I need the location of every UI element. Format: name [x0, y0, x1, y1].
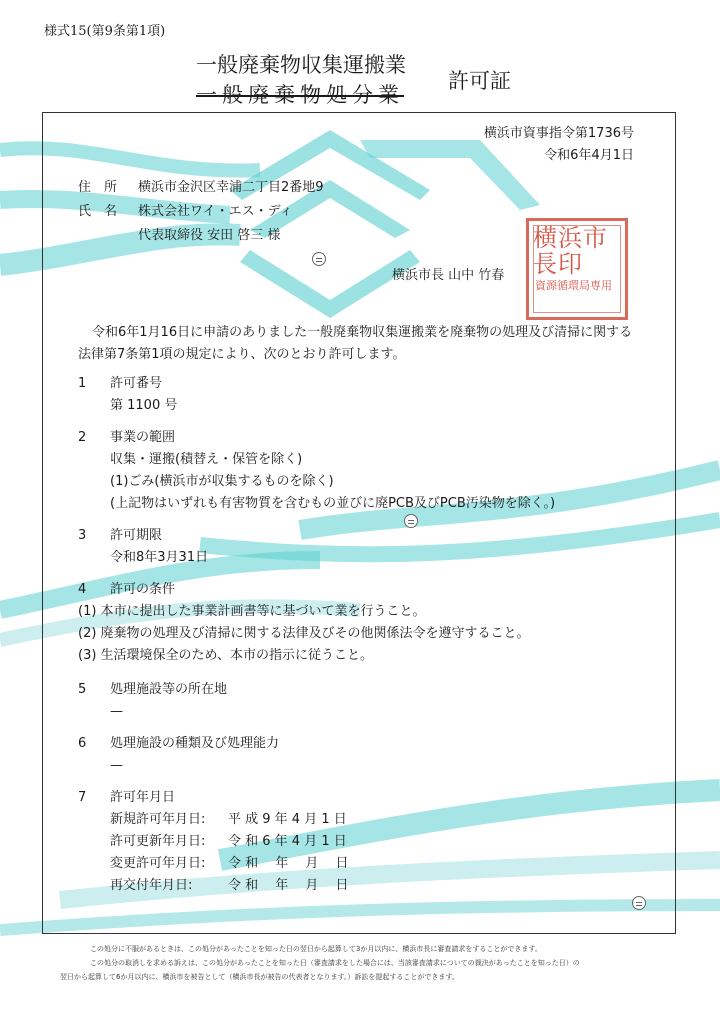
section-number: 6	[78, 736, 87, 751]
company-name: 株式会社ワイ・エス・ディ	[138, 204, 293, 219]
section-title: 許可番号	[110, 376, 163, 391]
permit-date-value: 令 和 年 月 日	[228, 856, 349, 871]
permit-expiry: 令和8年3月31日	[110, 550, 209, 565]
footer-note: 翌日から起算して6か月以内に、横浜市を被告として（横浜市長が被告の代表者となります。）訴訟を提起することができます。	[60, 973, 459, 981]
name-label: 氏 名	[78, 204, 118, 219]
facility-capacity: —	[110, 758, 123, 773]
section-title: 処理施設の種類及び処理能力	[110, 736, 280, 751]
section-title: 許可の条件	[110, 582, 176, 597]
permit-number: 第 1100 号	[110, 398, 178, 413]
section-2-heading	[78, 430, 175, 446]
section-title: 処理施設等の所在地	[110, 682, 228, 697]
section-number: 3	[78, 528, 87, 543]
section-title: 許可年月日	[110, 790, 176, 805]
permit-date-label: 許可更新年月日:	[110, 834, 206, 849]
section-7-heading	[78, 790, 175, 806]
section-5-heading	[78, 682, 227, 698]
form-number: 様式15(第9条第1項)	[44, 24, 166, 39]
document-number: 横浜市資事指令第1736号	[483, 126, 634, 141]
permit-date-label: 再交付年月日:	[110, 878, 193, 893]
permit-date-value: 令 和 6 年 4 月 1 日	[228, 834, 347, 849]
permit-date-row	[110, 878, 349, 894]
section-number: 4	[78, 582, 87, 597]
address-row	[78, 180, 324, 196]
section-title: 許可期限	[110, 528, 163, 543]
permit-date-row	[110, 812, 347, 828]
section-number: 7	[78, 790, 87, 805]
section-6-heading	[78, 736, 279, 752]
permit-date-value: 令 和 年 月 日	[228, 878, 349, 893]
business-scope-line: (1)ごみ(横浜市が収集するものを除く)	[110, 474, 334, 489]
section-number: 2	[78, 430, 87, 445]
business-scope-line: (上記物はいずれも有害物質を含むもの並びに廃PCB及びPCB汚染物を除く。)	[110, 496, 556, 511]
title-suffix: 許可証	[448, 69, 511, 93]
representative: 代表取締役 安田 啓三 様	[138, 228, 281, 243]
footer-note: この処分の取消しを求める訴えは、この処分があったことを知った日（審査請求をした場合には、当該審査請求についての裁決があったことを知った日）の	[90, 959, 580, 967]
seal-sub-text: 資源循環局専用	[535, 279, 612, 292]
name-row	[78, 204, 293, 220]
permit-date-row	[110, 856, 349, 872]
section-4-heading	[78, 582, 175, 598]
address-label: 住 所	[78, 180, 118, 195]
condition-item: (2) 廃棄物の処理及び清掃に関する法律及びその他関係法令を遵守すること。	[78, 626, 530, 641]
section-title: 事業の範囲	[110, 430, 176, 445]
footer-note: この処分に不服があるときは、この処分があったことを知った日の翌日から起算して3か月以内に、横浜市長に審査請求をすることができます。	[90, 945, 542, 953]
seal-main-text: 横浜市長印	[533, 224, 608, 278]
official-seal	[526, 218, 628, 320]
business-scope-line: 収集・運搬(積替え・保管を除く)	[110, 452, 303, 467]
section-number: 1	[78, 376, 87, 391]
permit-date-label: 変更許可年月日:	[110, 856, 206, 871]
mayor-name: 横浜市長 山中 竹春	[392, 268, 505, 283]
condition-item: (1) 本市に提出した事業計画書等に基づいて業を行うこと。	[78, 604, 426, 619]
condition-item: (3) 生活環境保全のため、本市の指示に従うこと。	[78, 648, 374, 663]
title-line-collection: 一般廃棄物収集運搬業	[196, 53, 406, 77]
title-line-disposal-struck: 一般廃棄物処分業	[196, 83, 404, 107]
address-value: 横浜市金沢区幸浦二丁目2番地9	[138, 180, 324, 195]
issue-date: 令和6年4月1日	[544, 148, 634, 163]
intro-paragraph: 令和6年1月16日に申請のありました一般廃棄物収集運搬業を廃棄物の処理及び清掃に関する法律第7条第1項の規定により、次のとおり許可します。	[78, 325, 633, 362]
facility-location: —	[110, 704, 123, 719]
section-1-heading	[78, 376, 162, 392]
permit-date-label: 新規許可年月日:	[110, 812, 206, 827]
section-number: 5	[78, 682, 87, 697]
permit-date-value: 平 成 9 年 4 月 1 日	[228, 812, 347, 827]
section-3-heading	[78, 528, 162, 544]
permit-date-row	[110, 834, 347, 850]
